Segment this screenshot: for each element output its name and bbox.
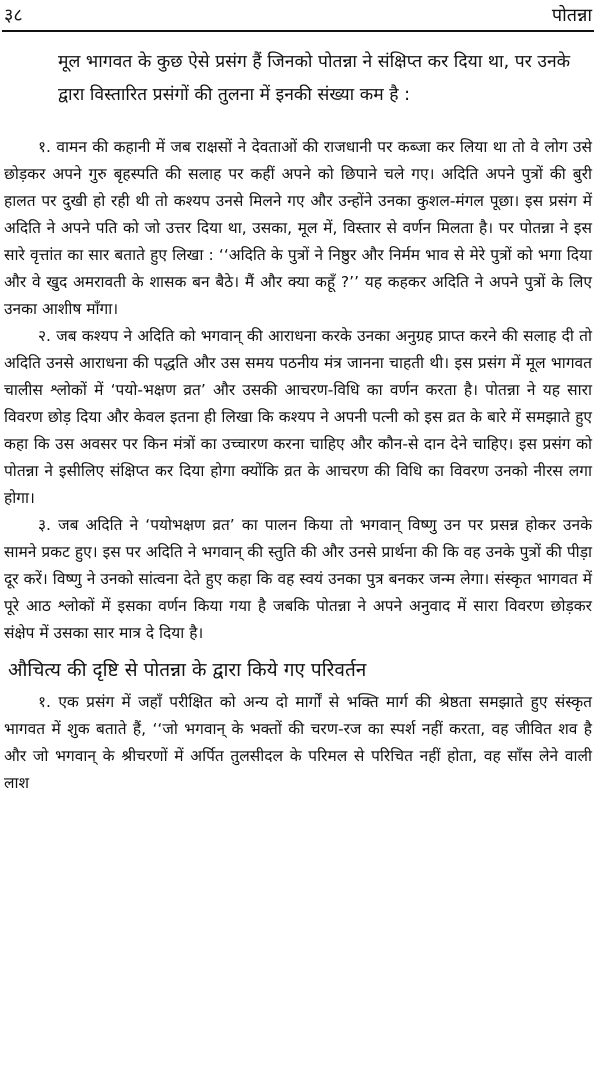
running-title: पोतन्ना <box>551 5 592 26</box>
numbered-paragraph-2: २. जब कश्यप ने अदिति को भगवान् की आराधना करके उनका अनुग्रह प्राप्त करने की सलाह दी तो अदिति उनसे आराधना की पद्धति और उस समय पठनीय मंत्र जानना चाहती थी। इस प्रसंग में मूल भागवत चालीस श्लोकों में ‘पयो-भक्षण व्रत’ और उसकी आचरण-विधि का वर्णन करता है। पोतन्ना ने यह सारा विवरण छोड़ दिया और केवल इतना ही लिखा कि कश्यप ने अपनी पत्नी को इस व्रत के बारे में समझाते हुए कहा कि उस अवसर पर किन मंत्रों का उच्चारण करना चाहिए और कौन-से दान देने चाहिए। इस प्रसंग को पोतन्ना ने इसीलिए संक्षिप्त कर दिया होगा क्योंकि व्रत के आचरण की विधि का विवरण उनको नीरस लगा होगा। <box>4 327 592 507</box>
intro-paragraph: मूल भागवत के कुछ ऐसे प्रसंग हैं जिनको पोतन्ना ने संक्षिप्त कर दिया था, पर उनके द्वारा विस्तारित प्रसंगों की तुलना में इनकी संख्या कम है : <box>58 52 571 105</box>
section-heading: औचित्य की दृष्टि से पोतन्ना के द्वारा किये गए परिवर्तन <box>8 659 367 681</box>
numbered-paragraph-1: १. वामन की कहानी में जब राक्षसों ने देवताओं की राजधानी पर कब्जा कर लिया था तो वे लोग उसे छोड़कर अपने गुरु बृहस्पति की सलाह पर कहीं अपने को छिपाने चले गए। अदिति अपने पुत्रों की बुरी हालत पर दुखी हो रही थी तो कश्यप उनसे मिलने गए और उन्होंने उनका कुशल-मंगल पूछा। इस प्रसंग में अदिति ने अपने पति को जो उत्तर दिया था, उसका, मूल में, विस्तार से वर्णन मिलता है। पर पोतन्ना ने इस सारे वृत्तांत का सार बताते हुए लिखा : ‘‘अदिति के पुत्रों ने निष्ठुर और निर्मम भाव से मेरे पुत्रों को भगा दिया और वे खुद अमरावती के शासक बन बैठे। मैं और क्या कहूँ ?’’ यह कहकर अदिति ने अपने पुत्रों के लिए उनका आशीष माँगा। <box>4 138 592 318</box>
page-number: ३८ <box>4 5 23 26</box>
page-body <box>4 46 592 797</box>
header-rule <box>2 30 594 32</box>
page-header <box>4 2 592 28</box>
section-paragraph-1: १. एक प्रसंग में जहाँ परीक्षित को अन्य दो मार्गों से भक्ति मार्ग की श्रेष्ठता समझाते हुए संस्कृत भागवत में शुक बताते हैं, ‘‘जो भगवान् के भक्तों की चरण-रज का स्पर्श नहीं करता, वह जीवित शव है और जो भगवान् के श्रीचरणों में अर्पित तुलसीदल के परिमल से परिचित नहीं होता, वह साँस लेने वाली लाश <box>4 693 592 792</box>
numbered-paragraph-3: ३. जब अदिति ने ‘पयोभक्षण व्रत’ का पालन किया तो भगवान् विष्णु उन पर प्रसन्न होकर उनके सामने प्रकट हुए। इस पर अदिति ने भगवान् की स्तुति की और उनसे प्रार्थना की कि वह उनके पुत्रों की पीड़ा दूर करें। विष्णु ने उनको सांत्वना देते हुए कहा कि वह स्वयं उनका पुत्र बनकर जन्म लेगा। संस्कृत भागवत में पूरे आठ श्लोकों में इसका वर्णन किया गया है जबकि पोतन्ना ने अपने अनुवाद में सारा विवरण छोड़कर संक्षेप में उसका सार मात्र दे दिया है। <box>4 516 592 642</box>
